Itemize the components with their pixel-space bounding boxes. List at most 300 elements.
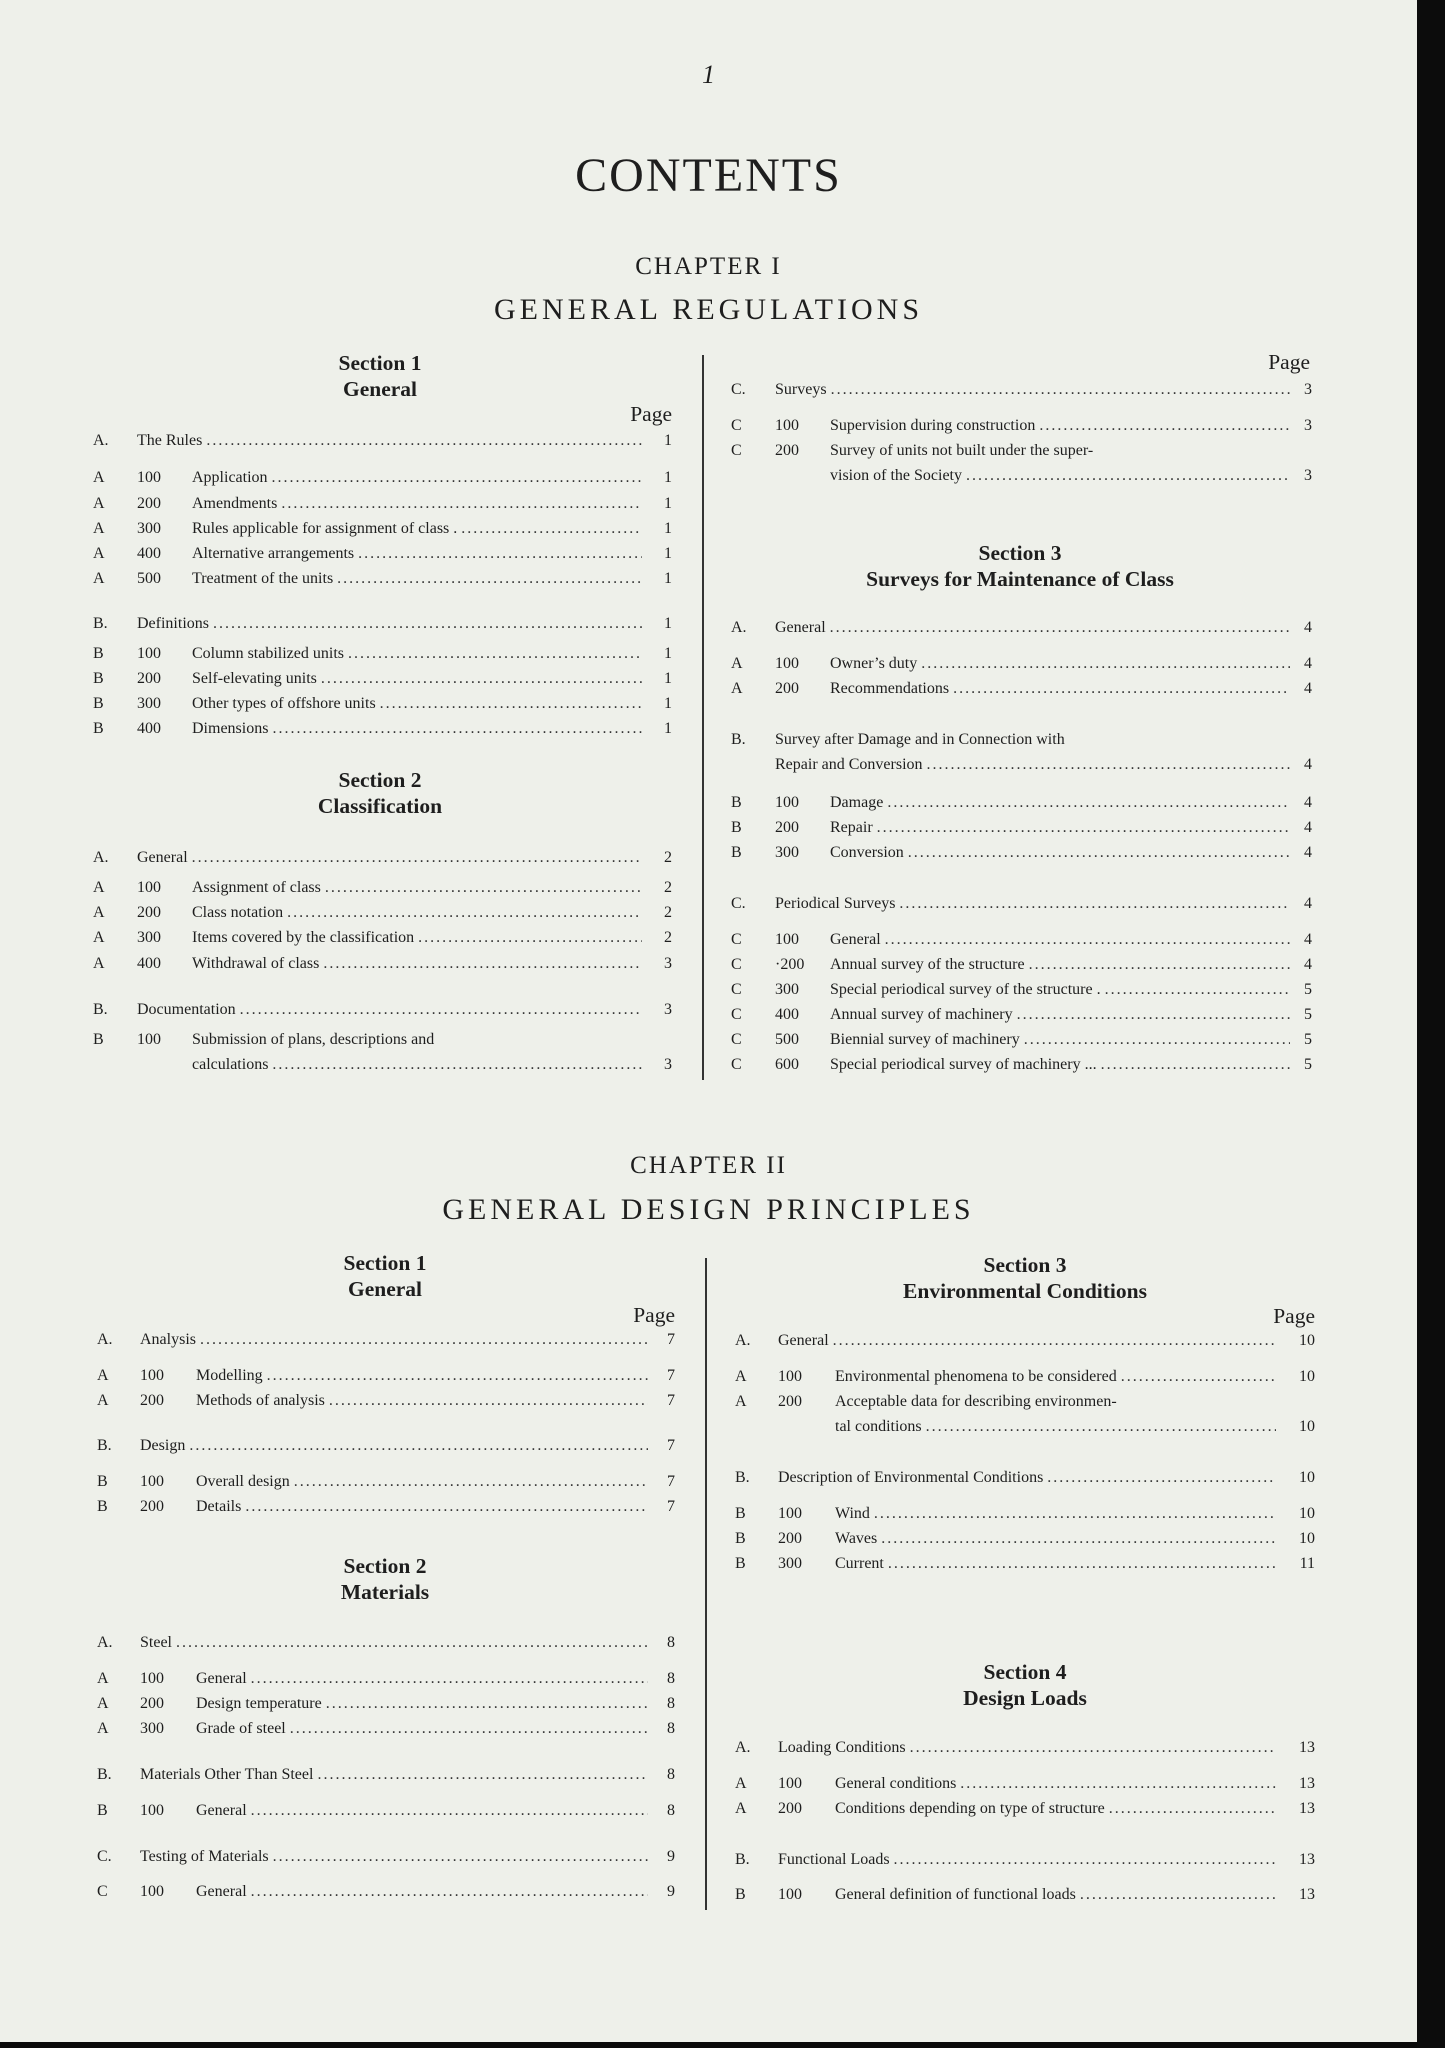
entry-title [192, 951, 642, 977]
dot-leader [323, 951, 642, 977]
entry-title-text: Surveys [775, 381, 827, 398]
entry-title [192, 666, 642, 692]
entry-code: A [93, 520, 105, 537]
entry-number: 200 [778, 1393, 802, 1410]
entry-number: 300 [137, 695, 161, 712]
dot-leader [358, 541, 642, 567]
page-number: 1 [702, 60, 715, 89]
entry-title-text: General [137, 849, 188, 866]
entry-number: 200 [775, 819, 799, 836]
entry-code: A [731, 655, 743, 672]
dot-leader [921, 651, 1290, 677]
entry-code: A [93, 495, 105, 512]
dot-leader [325, 875, 642, 901]
entry-title-text: Analysis [140, 1331, 196, 1348]
entry-page: 2 [664, 929, 672, 946]
entry-page: 1 [664, 469, 672, 486]
entry-code: A. [735, 1739, 751, 1756]
entry-code: B [735, 1505, 746, 1522]
entry-code: B. [93, 1001, 108, 1018]
entry-code: A [97, 1670, 109, 1687]
entry-title-text: Damage [830, 794, 884, 811]
entry-page: 8 [667, 1670, 675, 1687]
dot-leader [960, 1771, 1276, 1797]
entry-title-text: Conditions depending on type of structure [835, 1800, 1105, 1817]
entry-page: 4 [1304, 680, 1312, 697]
entry-code: A. [97, 1331, 113, 1348]
dot-leader [321, 666, 642, 692]
entry-title-text: Definitions [137, 615, 209, 632]
entry-code: A [97, 1695, 109, 1712]
dot-leader [251, 1798, 648, 1824]
entry-title [140, 1327, 648, 1353]
section-subtitle: Classification [317, 794, 443, 818]
entry-code: A [97, 1392, 109, 1409]
dot-leader [894, 1847, 1276, 1873]
entry-page: 10 [1299, 1505, 1315, 1522]
entry-title [196, 1691, 648, 1717]
entry-title [835, 1526, 1276, 1552]
entry-number: 500 [775, 1031, 799, 1048]
entry-title-text: Repair [830, 819, 873, 836]
section-title: Section 2 [343, 1554, 427, 1578]
dot-leader [251, 1666, 648, 1692]
entry-title-text: Overall design [196, 1473, 290, 1490]
entry-code: A [93, 955, 105, 972]
dot-leader [189, 1433, 648, 1459]
entry-page: 13 [1299, 1775, 1315, 1792]
entry-title [835, 1414, 1276, 1440]
entry-title [835, 1796, 1276, 1822]
entry-number: 100 [137, 879, 161, 896]
section-title: Section 3 [983, 1253, 1067, 1277]
entry-number: 100 [140, 1473, 164, 1490]
entry-number: 300 [137, 520, 161, 537]
dot-leader [885, 927, 1290, 953]
entry-number: 100 [778, 1505, 802, 1522]
entry-title [192, 925, 642, 951]
scan-edge [1417, 0, 1445, 2048]
entry-title [192, 566, 642, 592]
entry-code: B [735, 1886, 746, 1903]
entry-title-text: tal conditions [835, 1418, 922, 1435]
entry-title [196, 1798, 648, 1824]
entry-title [835, 1771, 1276, 1797]
entry-page: 8 [667, 1802, 675, 1819]
entry-title-text: Design [140, 1437, 186, 1454]
entry-title [192, 1027, 642, 1053]
column-divider [705, 1258, 707, 1910]
entry-number: 200 [775, 442, 799, 459]
entry-page: 7 [667, 1437, 675, 1454]
entry-code: A [93, 469, 105, 486]
entry-title [140, 1762, 648, 1788]
dot-leader [176, 1630, 648, 1656]
entry-page: 10 [1299, 1469, 1315, 1486]
entry-code: A. [97, 1634, 113, 1651]
entry-code: C [731, 956, 742, 973]
dot-leader [294, 1469, 648, 1495]
entry-title [196, 1388, 648, 1414]
dot-leader [281, 491, 642, 517]
entry-number: 100 [775, 931, 799, 948]
entry-page: 13 [1299, 1739, 1315, 1756]
entry-code: B. [97, 1437, 112, 1454]
section-subtitle: Surveys for Maintenance of Class [866, 567, 1174, 591]
entry-code: A [735, 1393, 747, 1410]
entry-title [835, 1389, 1276, 1415]
section-subtitle: Design Loads [963, 1686, 1087, 1710]
entry-page: 4 [1304, 756, 1312, 773]
dot-leader [1017, 1002, 1290, 1028]
entry-title [137, 845, 642, 871]
entry-title [830, 1002, 1290, 1028]
entry-title [775, 377, 1290, 403]
entry-number: 300 [778, 1555, 802, 1572]
entry-title-text: Biennial survey of machinery [830, 1031, 1020, 1048]
page-column-header: Page [1273, 1304, 1315, 1328]
entry-page: 4 [1304, 956, 1312, 973]
entry-title-text: Environmental phenomena to be considered [835, 1368, 1117, 1385]
section-title: Section 4 [983, 1660, 1067, 1684]
entry-page: 4 [1304, 895, 1312, 912]
entry-title-text: Steel [140, 1634, 172, 1651]
entry-title [196, 1494, 648, 1520]
section-subtitle: Environmental Conditions [903, 1279, 1147, 1303]
entry-code: A [93, 904, 105, 921]
entry-title-text: Amendments [192, 495, 278, 512]
dot-leader [272, 465, 642, 491]
entry-title [830, 977, 1290, 1003]
entry-title-text: Special periodical survey of machinery ... [830, 1056, 1097, 1073]
entry-title-text: Rules applicable for assignment of class . [192, 520, 458, 537]
entry-title [830, 927, 1290, 953]
entry-title [830, 840, 1290, 866]
entry-page: 1 [664, 570, 672, 587]
dot-leader [831, 377, 1290, 403]
entry-code: A [93, 879, 105, 896]
entry-page: 1 [664, 545, 672, 562]
entry-title-text: General [196, 1883, 247, 1900]
entry-title [192, 875, 642, 901]
entry-number: 300 [137, 929, 161, 946]
entry-code: B. [731, 731, 746, 748]
ch2-section-3-heading [880, 1252, 1170, 1304]
entry-page: 13 [1299, 1800, 1315, 1817]
entry-title [140, 1844, 648, 1870]
dot-leader [1029, 952, 1290, 978]
entry-title [830, 651, 1290, 677]
entry-page: 1 [664, 432, 672, 449]
entry-code: A [97, 1367, 109, 1384]
entry-title [192, 465, 642, 491]
section-title: Section 1 [338, 351, 422, 375]
entry-title [775, 615, 1290, 641]
entry-code: A [735, 1800, 747, 1817]
entry-number: 200 [775, 680, 799, 697]
entry-number: 200 [140, 1498, 164, 1515]
entry-title [192, 541, 642, 567]
entry-number: 100 [778, 1368, 802, 1385]
entry-code: B [97, 1498, 108, 1515]
entry-title [830, 413, 1290, 439]
entry-number: 300 [775, 844, 799, 861]
entry-page: 4 [1304, 819, 1312, 836]
entry-title [775, 752, 1290, 778]
dot-leader [966, 463, 1290, 489]
dot-leader [272, 716, 642, 742]
entry-title [140, 1630, 648, 1656]
dot-leader [1101, 1052, 1290, 1078]
entry-code: C [731, 1006, 742, 1023]
entry-title [775, 727, 1290, 753]
entry-page: 1 [664, 520, 672, 537]
section-title: Section 2 [338, 768, 422, 792]
dot-leader [273, 1844, 648, 1870]
entry-code: B [731, 844, 742, 861]
entry-page: 5 [1304, 1031, 1312, 1048]
entry-title-text: Survey after Damage and in Connection with [775, 731, 1065, 748]
entry-title-text: Wind [835, 1505, 870, 1522]
entry-page: 7 [667, 1498, 675, 1515]
entry-title [192, 1052, 642, 1078]
entry-code: B [93, 1031, 104, 1048]
dot-leader [200, 1327, 648, 1353]
chapter-1-title: GENERAL REGULATIONS [493, 293, 924, 326]
entry-code: A [735, 1368, 747, 1385]
entry-title-text: Functional Loads [778, 1851, 890, 1868]
entry-title-text: Periodical Surveys [775, 895, 896, 912]
entry-page: 4 [1304, 655, 1312, 672]
entry-number: 100 [137, 645, 161, 662]
entry-page: 3 [1304, 417, 1312, 434]
entry-title-text: Withdrawal of class [192, 955, 320, 972]
entry-code: C. [731, 381, 746, 398]
entry-number: 300 [775, 981, 799, 998]
entry-number: 400 [137, 955, 161, 972]
entry-page: 7 [667, 1331, 675, 1348]
entry-code: A. [93, 849, 109, 866]
entry-page: 2 [664, 849, 672, 866]
entry-title [778, 1465, 1276, 1491]
entry-title-text: Treatment of the units [192, 570, 334, 587]
entry-title [137, 997, 642, 1023]
entry-page: 10 [1299, 1530, 1315, 1547]
entry-title-text: Grade of steel [196, 1720, 286, 1737]
entry-title [196, 1716, 648, 1742]
entry-number: 200 [137, 670, 161, 687]
entry-title-text: Repair and Conversion [775, 756, 923, 773]
entry-number: 600 [775, 1056, 799, 1073]
entry-code: A [93, 570, 105, 587]
dot-leader [908, 840, 1290, 866]
entry-number: 100 [778, 1886, 802, 1903]
dot-leader [272, 1052, 642, 1078]
entry-title [830, 952, 1290, 978]
entry-title-text: Testing of Materials [140, 1848, 269, 1865]
entry-page: 1 [664, 615, 672, 632]
dot-leader [317, 1762, 648, 1788]
entry-code: C. [731, 895, 746, 912]
entry-number: 200 [778, 1530, 802, 1547]
entry-code: C. [97, 1848, 112, 1865]
entry-title-text: Items covered by the classification [192, 929, 415, 946]
entry-title-text: Details [196, 1498, 242, 1515]
entry-title-text: Assignment of class [192, 879, 321, 896]
entry-code: C [731, 417, 742, 434]
chapter-2-label: CHAPTER II [630, 1152, 787, 1179]
entry-page: 5 [1304, 981, 1312, 998]
dot-leader [245, 1494, 648, 1520]
section-title: Section 1 [343, 1251, 427, 1275]
entry-title-text: General [196, 1802, 247, 1819]
entry-title [192, 900, 642, 926]
entry-title-text: Waves [835, 1530, 878, 1547]
entry-code: B [731, 794, 742, 811]
dot-leader [926, 1414, 1276, 1440]
dot-leader [1109, 1796, 1276, 1822]
entry-title-text: Documentation [137, 1001, 236, 1018]
entry-number: 100 [140, 1802, 164, 1819]
entry-number: 200 [137, 904, 161, 921]
entry-code: C [731, 981, 742, 998]
dot-leader [887, 790, 1290, 816]
section-subtitle: General [342, 377, 418, 401]
page-column-header: Page [1268, 350, 1310, 374]
entry-title-text: Column stabilized units [192, 645, 344, 662]
dot-leader [213, 611, 642, 637]
entry-title [196, 1666, 648, 1692]
entry-number: 100 [778, 1775, 802, 1792]
entry-title [830, 463, 1290, 489]
entry-title [830, 676, 1290, 702]
entry-number: 200 [778, 1800, 802, 1817]
dot-leader [380, 691, 642, 717]
chapter-1-label: CHAPTER I [635, 253, 782, 280]
dot-leader [206, 428, 642, 454]
entry-title-text: Class notation [192, 904, 284, 921]
entry-page: 4 [1304, 844, 1312, 861]
entry-title-text: Alternative arrangements [192, 545, 355, 562]
entry-page: 9 [667, 1848, 675, 1865]
entry-page: 13 [1299, 1851, 1315, 1868]
entry-code: B [735, 1530, 746, 1547]
entry-title [830, 1052, 1290, 1078]
entry-page: 3 [1304, 467, 1312, 484]
entry-title [192, 716, 642, 742]
dot-leader [251, 1879, 648, 1905]
entry-page: 3 [664, 1001, 672, 1018]
dot-leader [877, 815, 1290, 841]
entry-code: B [93, 670, 104, 687]
entry-title-text: Methods of analysis [196, 1392, 325, 1409]
section-subtitle: Materials [340, 1580, 430, 1604]
entry-title [835, 1551, 1276, 1577]
entry-page: 1 [664, 645, 672, 662]
entry-title-text: General [830, 931, 881, 948]
entry-code: B [731, 819, 742, 836]
entry-page: 7 [667, 1473, 675, 1490]
entry-title-text: Application [192, 469, 268, 486]
dot-leader [267, 1363, 648, 1389]
entry-number: 100 [775, 655, 799, 672]
entry-page: 7 [667, 1367, 675, 1384]
entry-number: ·200 [775, 956, 805, 973]
entry-title [192, 516, 642, 542]
entry-number: 100 [140, 1883, 164, 1900]
entry-title [137, 428, 642, 454]
entry-page: 4 [1304, 619, 1312, 636]
entry-code: B. [97, 1766, 112, 1783]
entry-title-text: Annual survey of the structure [830, 956, 1025, 973]
entry-code: A [93, 545, 105, 562]
entry-page: 3 [1304, 381, 1312, 398]
entry-code: C [731, 1056, 742, 1073]
dot-leader [329, 1388, 648, 1414]
entry-title-text: General conditions [835, 1775, 957, 1792]
entry-page: 7 [667, 1392, 675, 1409]
dot-leader [348, 641, 642, 667]
dot-leader [953, 676, 1290, 702]
entry-code: C [97, 1883, 108, 1900]
entry-page: 1 [664, 695, 672, 712]
entry-number: 100 [137, 1031, 161, 1048]
entry-title [192, 691, 642, 717]
entry-code: A [93, 929, 105, 946]
entry-page: 1 [664, 495, 672, 512]
ch2-section-2-heading [305, 1553, 465, 1605]
entry-page: 3 [664, 955, 672, 972]
entry-page: 4 [1304, 794, 1312, 811]
entry-code: B [97, 1473, 108, 1490]
entry-code: C [731, 442, 742, 459]
ch1-section-3-heading [800, 540, 1240, 592]
dot-leader [1039, 413, 1290, 439]
entry-title [196, 1363, 648, 1389]
entry-number: 200 [140, 1392, 164, 1409]
entry-title-text: General [775, 619, 826, 636]
entry-page: 8 [667, 1634, 675, 1651]
entry-title-text: vision of the Society [830, 467, 962, 484]
entry-code: B [93, 720, 104, 737]
dot-leader [1024, 1027, 1290, 1053]
entry-title-text: General definition of functional loads [835, 1886, 1076, 1903]
entry-title [196, 1469, 648, 1495]
entry-page: 5 [1304, 1056, 1312, 1073]
entry-page: 10 [1299, 1418, 1315, 1435]
entry-number: 200 [137, 495, 161, 512]
entry-code: A. [735, 1332, 751, 1349]
entry-page: 8 [667, 1695, 675, 1712]
entry-page: 13 [1299, 1886, 1315, 1903]
dot-leader [1121, 1364, 1276, 1390]
entry-title [835, 1882, 1276, 1908]
dot-leader [461, 516, 642, 542]
page-column-header: Page [630, 402, 672, 426]
entry-title-text: Current [835, 1555, 884, 1572]
dot-leader [192, 845, 642, 871]
entry-page: 10 [1299, 1332, 1315, 1349]
entry-title-text: Annual survey of machinery [830, 1006, 1013, 1023]
entry-title [830, 815, 1290, 841]
ch2-section-4-heading [880, 1659, 1170, 1711]
ch1-section-2-heading [300, 767, 460, 819]
entry-title [140, 1433, 648, 1459]
dot-leader [833, 1328, 1276, 1354]
entry-title [192, 491, 642, 517]
dot-leader [1105, 977, 1290, 1003]
entry-page: 5 [1304, 1006, 1312, 1023]
